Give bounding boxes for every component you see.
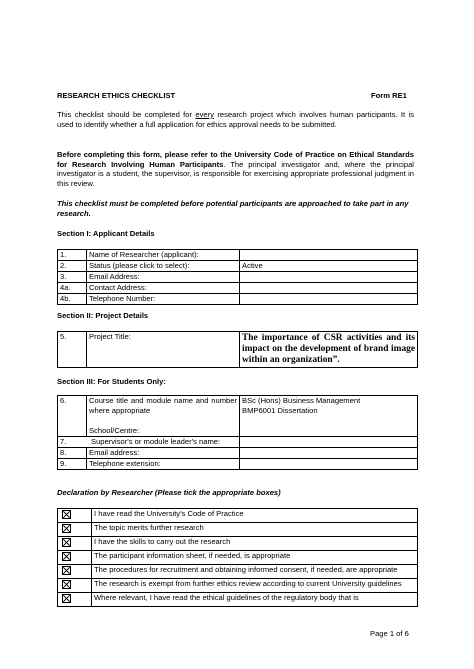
table-row <box>58 537 418 551</box>
student-email-field[interactable] <box>240 448 418 459</box>
document-title: RESEARCH ETHICS CHECKLIST <box>57 91 176 100</box>
table-row <box>58 261 418 272</box>
intro-text-underlined: every <box>195 110 214 119</box>
declaration-text: I have the skills to carry out the research <box>92 537 418 551</box>
table-row <box>58 565 418 579</box>
email-field[interactable] <box>240 272 418 283</box>
checkbox-cell[interactable] <box>58 523 92 537</box>
checkbox-cell[interactable] <box>58 565 92 579</box>
telephone-label: Telephone Number: <box>87 294 240 305</box>
declaration-text: Where relevant, I have read the ethical guidelines of the regulatory body that is <box>92 593 418 607</box>
row-number: 5. <box>58 332 87 368</box>
table-row <box>58 283 418 294</box>
table-row <box>58 579 418 593</box>
declaration-text: The topic merits further research <box>92 523 418 537</box>
table-row <box>58 332 418 368</box>
declaration-text: The research is exempt from further ethics review according to current University guidelines <box>92 579 418 593</box>
declaration-heading: Declaration by Researcher (Please tick the appropriate boxes) <box>57 488 281 497</box>
form-id: Form RE1 <box>371 91 407 100</box>
declaration-text: The procedures for recruitment and obtaining informed consent, if needed, are appropriate <box>92 565 418 579</box>
table-row <box>58 593 418 607</box>
module-value: BMP6001 Dissertation <box>242 406 318 415</box>
researcher-name-label: Name of Researcher (applicant): <box>87 250 240 261</box>
checked-box-icon[interactable] <box>62 510 71 519</box>
supervisor-field[interactable] <box>240 437 418 448</box>
project-title-field[interactable]: The importance of CSR activities and its impact on the development of brand image within an organization”. <box>240 332 418 368</box>
declaration-table <box>57 508 418 607</box>
table-row <box>58 523 418 537</box>
email-label: Email Address: <box>87 272 240 283</box>
row-number: 9. <box>58 459 87 470</box>
supervisor-label: Supervisor's or module leader's name: <box>91 437 221 446</box>
table-row <box>58 509 418 523</box>
page-number: Page 1 of 6 <box>370 629 409 638</box>
checked-box-icon[interactable] <box>62 552 71 561</box>
table-row <box>58 294 418 305</box>
checkbox-cell[interactable] <box>58 593 92 607</box>
table-row <box>58 250 418 261</box>
row-number: 7. <box>60 437 67 446</box>
row-number: 3. <box>58 272 87 283</box>
contact-address-label: Contact Address: <box>87 283 240 294</box>
checkbox-cell[interactable] <box>58 579 92 593</box>
checkbox-cell[interactable] <box>58 509 92 523</box>
project-title-label: Project Title: <box>87 332 240 368</box>
checkbox-cell[interactable] <box>58 551 92 565</box>
school-centre-label: School/Centre: <box>89 426 140 435</box>
project-details-table <box>57 331 418 368</box>
code-of-practice-reference: Before completing this form, please refer to the University Code of Practice on Ethical Standards for Research Involving Human Participants <box>57 150 414 169</box>
checkbox-cell[interactable] <box>58 537 92 551</box>
row-number: 4b. <box>58 294 87 305</box>
section3-heading: Section III: For Students Only: <box>57 377 166 386</box>
course-title-field[interactable] <box>240 396 418 437</box>
table-row <box>58 437 418 448</box>
status-label: Status (please click to select): <box>87 261 240 272</box>
section2-heading: Section II: Project Details <box>57 311 149 320</box>
intro-text-a: This checklist should be completed for <box>57 110 196 119</box>
telephone-extension-field[interactable] <box>240 459 418 470</box>
row-number: 1. <box>58 250 87 261</box>
course-title-cell <box>87 396 240 437</box>
telephone-field[interactable] <box>240 294 418 305</box>
checked-box-icon[interactable] <box>62 566 71 575</box>
checked-box-icon[interactable] <box>62 538 71 547</box>
supervisor-label-cell <box>58 437 240 448</box>
course-name-value: BSc (Hons) Business Management <box>242 396 361 405</box>
table-row <box>58 551 418 565</box>
contact-address-field[interactable] <box>240 283 418 294</box>
student-details-table <box>57 395 418 470</box>
checked-box-icon[interactable] <box>62 594 71 603</box>
instructions-paragraph <box>57 150 414 189</box>
table-row <box>58 272 418 283</box>
intro-paragraph <box>57 110 414 129</box>
checked-box-icon[interactable] <box>62 524 71 533</box>
row-number: 8. <box>58 448 87 459</box>
row-number: 6. <box>58 396 87 437</box>
row-number: 4a. <box>58 283 87 294</box>
researcher-name-field[interactable] <box>240 250 418 261</box>
telephone-extension-label: Telephone extension: <box>87 459 240 470</box>
applicant-details-table <box>57 249 418 305</box>
intro-text-b: research project which involves human participants. It is used to identify whether a full application for ethics approval needs to be submitted. <box>57 110 414 129</box>
student-email-label: Email address: <box>87 448 240 459</box>
section1-heading: Section I: Applicant Details <box>57 229 155 238</box>
checked-box-icon[interactable] <box>62 580 71 589</box>
warning-paragraph: This checklist must be completed before potential participants are approached to take part in any research. <box>57 199 409 218</box>
row-number: 2. <box>58 261 87 272</box>
declaration-text: The participant information sheet, if needed, is appropriate <box>92 551 418 565</box>
declaration-text: I have read the University's Code of Practice <box>92 509 418 523</box>
table-row <box>58 459 418 470</box>
instructions-text: . The principal investigator and, where the principal investigator is a student, the supervisor, is responsible for exercising appropriate professional judgment in this review. <box>57 159 414 189</box>
table-row <box>58 448 418 459</box>
course-title-label: Course title and module name and number where appropriate <box>89 396 237 415</box>
status-select[interactable]: Active <box>240 261 418 272</box>
table-row <box>58 396 418 437</box>
